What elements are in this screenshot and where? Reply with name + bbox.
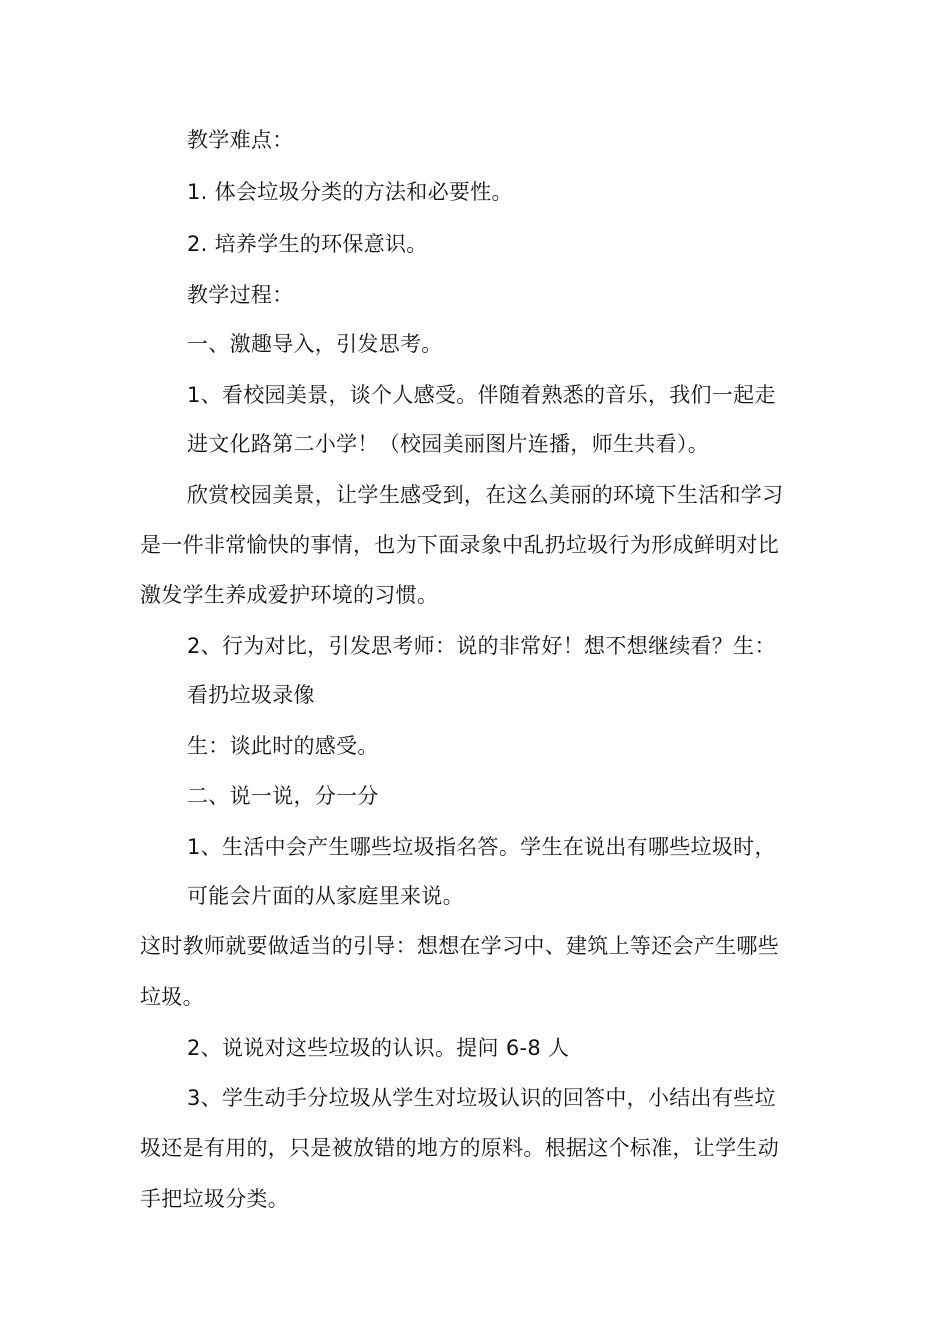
paragraph-line: 垃圾。 [140,985,204,1009]
paragraph-line: 1、生活中会产生哪些垃圾指名答。学生在说出有哪些垃圾时， [187,835,776,859]
paragraph-line: 看扔垃圾录像 [187,683,315,707]
paragraph-line: 欣赏校园美景，让学生感受到，在这么美丽的环境下生活和学习 [187,483,784,507]
paragraph-line: 1、看校园美景，谈个人感受。伴随着熟悉的音乐，我们一起走 [187,383,776,407]
paragraph-line: 是一件非常愉快的事情，也为下面录象中乱扔垃圾行为形成鲜明对比 [140,533,779,557]
difficulty-item-1: 1. 体会垃圾分类的方法和必要性。 [187,180,513,204]
section-heading-2: 二、说一说，分一分 [187,784,379,808]
paragraph-line: 圾还是有用的，只是被放错的地方的原料。根据这个标准，让学生动 [140,1136,779,1160]
section-heading-1: 一、激趣导入，引发思考。 [187,332,443,356]
heading-teaching-process: 教学过程： [187,283,294,307]
difficulty-item-2: 2. 培养学生的环保意识。 [187,232,428,256]
paragraph-line: 可能会片面的从家庭里来说。 [187,884,464,908]
heading-teaching-difficulties: 教学难点： [187,128,294,152]
paragraph-line: 这时教师就要做适当的引导：想想在学习中、建筑上等还会产生哪些 [140,934,779,958]
paragraph-line: 2、说说对这些垃圾的认识。提问 6-8 人 [187,1036,570,1060]
paragraph-line: 手把垃圾分类。 [140,1187,290,1211]
paragraph-line: 2、行为对比，引发思考师：说的非常好！想不想继续看？生： [187,634,776,658]
paragraph-line: 3、学生动手分垃圾从学生对垃圾认识的回答中，小结出有些垃 [187,1086,776,1110]
paragraph-line: 进文化路第二小学！（校园美丽图片连播，师生共看）。 [187,432,709,456]
paragraph-line: 激发学生养成爱护环境的习惯。 [140,583,439,607]
paragraph-line: 生：谈此时的感受。 [187,734,379,758]
